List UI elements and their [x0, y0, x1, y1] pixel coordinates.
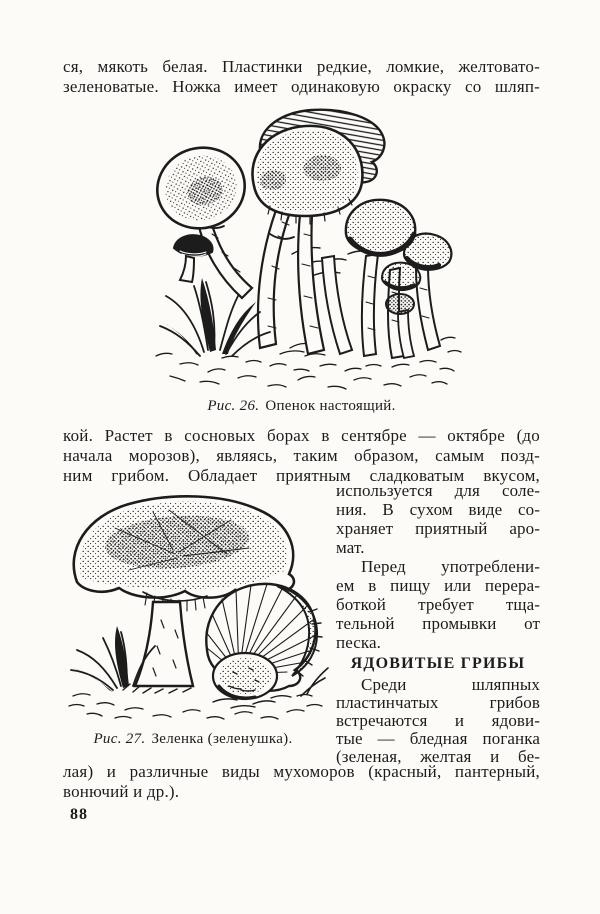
- text-line: Перед употреблени-: [361, 557, 540, 576]
- text-line: храняет приятный аро-: [336, 519, 540, 538]
- section-heading-poisonous-mushrooms: ЯДОВИТЫЕ ГРИБЫ: [350, 655, 526, 672]
- text-line: начала морозов), являясь, таким образом, самым позд-: [63, 446, 540, 465]
- right-column-paragraph-1: [336, 481, 540, 652]
- text-line: мат.: [336, 538, 365, 557]
- page-number: 88: [70, 806, 88, 823]
- text-line: ним грибом. Обладает приятным сладковатым вкусом,: [63, 466, 540, 485]
- right-column-paragraph-2: [336, 676, 540, 766]
- text-line: лая) и различные виды мухоморов (красный, пантерный,: [63, 762, 540, 781]
- text-line: ния. В сухом виде со-: [336, 500, 540, 519]
- figure-27-illustration: [57, 490, 329, 722]
- figure-27: [57, 490, 329, 722]
- figure-caption-text: Опенок настоящий.: [265, 398, 396, 414]
- figure-26: [142, 106, 470, 393]
- right-column: [336, 481, 540, 766]
- text-line: вонючий и др.).: [63, 782, 180, 801]
- paragraph-middle: [63, 426, 540, 486]
- text-line: зеленоватые. Ножка имеет одинаковую окраску со шляп-: [63, 77, 540, 96]
- text-line: ся, мякоть белая. Пластинки редкие, ломкие, желтовато-: [63, 57, 540, 76]
- paragraph-bottom: [63, 762, 540, 802]
- text-line: тые — бледная поганка: [336, 729, 540, 748]
- figure-caption-text: Зеленка (зеленушка).: [151, 731, 293, 747]
- figure-27-caption: [57, 731, 329, 748]
- text-line: Среди шляпных: [361, 675, 540, 694]
- figure-label: Рис. 26.: [207, 398, 260, 414]
- text-line: кой. Растет в сосновых борах в сентябре — октябре (до: [63, 426, 540, 445]
- text-line: ем в пищу или перера-: [336, 576, 540, 595]
- text-line: пластинчатых грибов: [336, 693, 540, 712]
- figure-26-illustration: [142, 106, 470, 393]
- text-line: встречаются и ядови-: [336, 711, 540, 730]
- text-line: (зеленая, желтая и бе-: [336, 747, 540, 766]
- figure-label: Рис. 27.: [93, 731, 146, 747]
- text-line: тельной промывки от: [336, 614, 540, 633]
- text-line: боткой требует тща-: [336, 595, 540, 614]
- paragraph-top: [63, 57, 540, 97]
- text-line: песка.: [336, 633, 382, 652]
- text-line: используется для соле-: [336, 481, 540, 500]
- figure-26-caption: [63, 398, 540, 415]
